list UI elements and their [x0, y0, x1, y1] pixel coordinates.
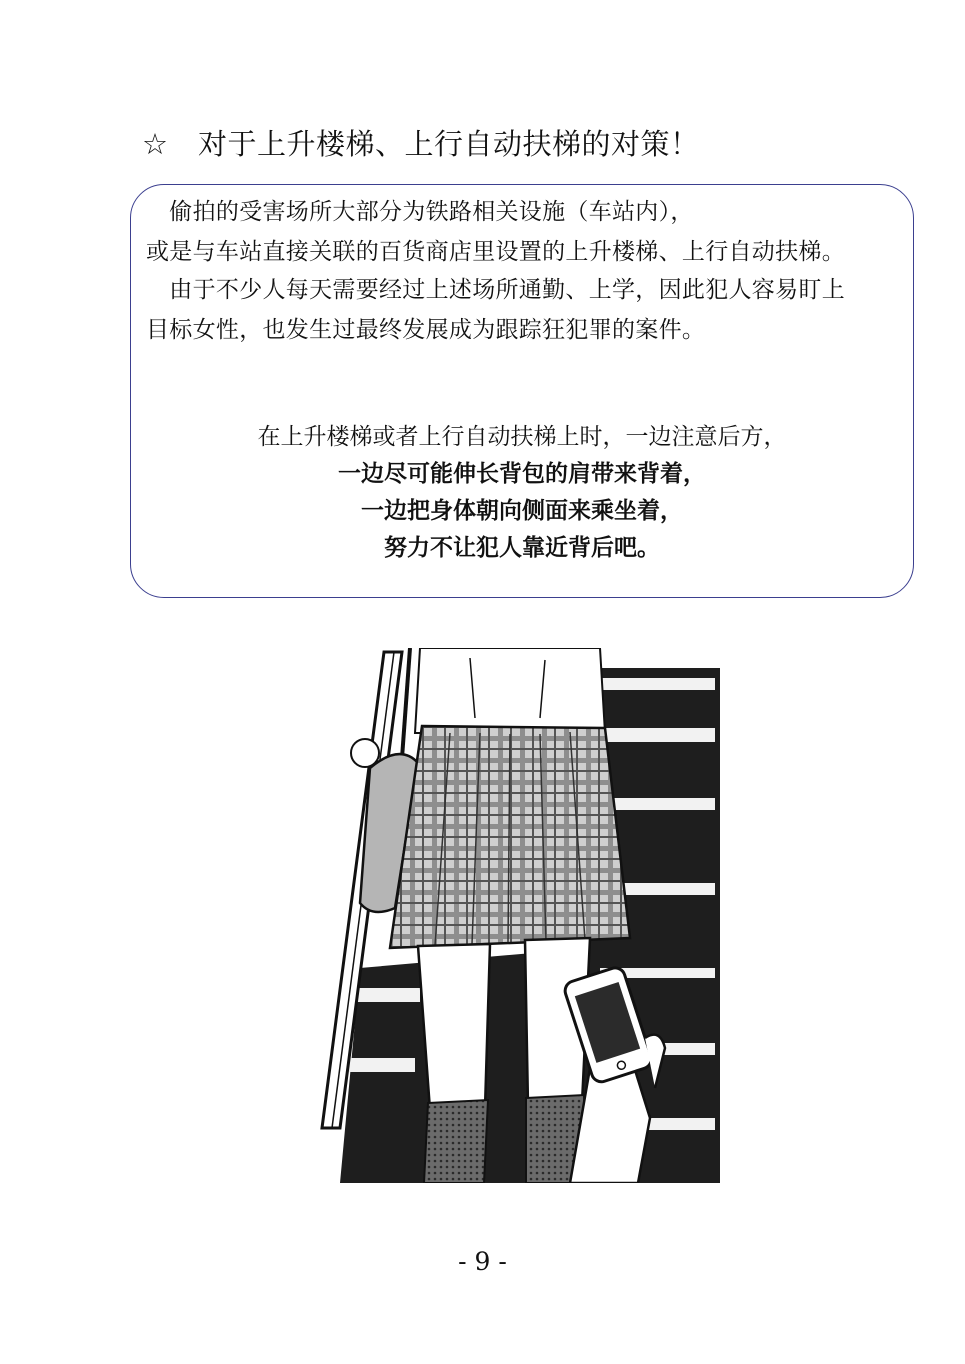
heading-title: 对于上升楼梯、上行自动扶梯的对策！	[198, 127, 700, 161]
paragraph-line: 或是与车站直接关联的百货商店里设置的上升楼梯、上行自动扶梯。	[146, 239, 845, 265]
blouse	[415, 648, 605, 733]
star-outline-icon: ☆	[142, 127, 169, 161]
callout-paragraph-1	[146, 192, 906, 272]
paragraph-line: 目标女性，也发生过最终发展成为跟踪狂犯罪的案件。	[146, 317, 706, 343]
section-heading	[142, 120, 700, 168]
advice-line-emphasis: 努力不让犯人靠近背后吧。	[384, 535, 660, 561]
callout-paragraph-2	[146, 270, 906, 350]
paragraph-line: 偷拍的受害场所大部分为铁路相关设施（车站内），	[146, 199, 694, 225]
advice-line-emphasis: 一边把身体朝向侧面来乘坐着，	[361, 498, 683, 524]
escalator-illustration-svg	[300, 648, 725, 1183]
plaid-skirt	[390, 726, 630, 948]
advice-line: 在上升楼梯或者上行自动扶梯上时，一边注意后方，	[257, 424, 787, 450]
escalator-illustration	[300, 648, 725, 1183]
advice-line-emphasis: 一边尽可能伸长背包的肩带来背着，	[338, 461, 706, 487]
page-number: - 9 -	[458, 1247, 507, 1276]
paragraph-line: 由于不少人每天需要经过上述场所通勤、上学，因此犯人容易盯上	[146, 277, 845, 303]
advice-block	[130, 419, 914, 567]
